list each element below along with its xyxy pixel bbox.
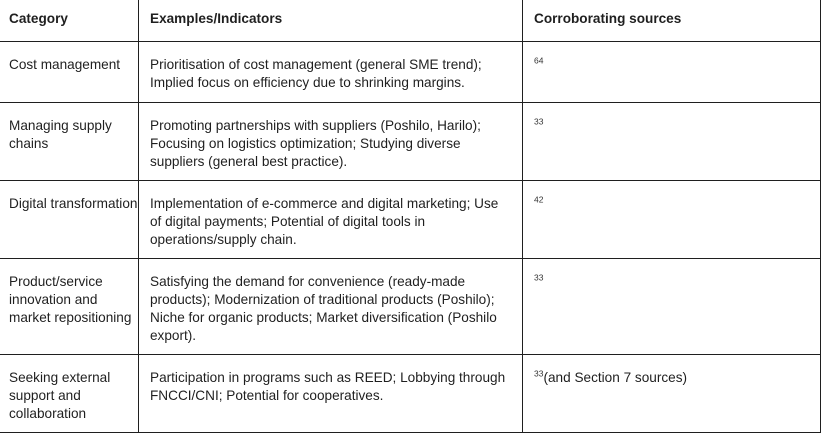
table-body	[0, 42, 821, 433]
category-cell: Digital transformation	[0, 181, 139, 259]
table-row	[0, 181, 821, 259]
sources-extra: (and Section 7 sources)	[543, 370, 688, 385]
examples-cell: Implementation of e-commerce and digital marketing; Use of digital payments; Potential of digital tools in operations/supply chain.	[139, 181, 523, 259]
sources-cell	[523, 355, 821, 433]
table-header	[0, 0, 821, 42]
reference-number: 42	[534, 194, 544, 205]
category-cell: Managing supply chains	[0, 103, 139, 181]
sources-cell	[523, 42, 821, 103]
sources-cell	[523, 181, 821, 259]
examples-cell: Participation in programs such as REED; Lobbying through FNCCI/CNI; Potential for cooperatives.	[139, 355, 523, 433]
header-row	[0, 0, 821, 42]
examples-cell: Promoting partnerships with suppliers (Poshilo, Harilo); Focusing on logistics optimization; Studying diverse suppliers (general best practice).	[139, 103, 523, 181]
sources-cell	[523, 259, 821, 355]
reference-number: 33	[534, 116, 544, 127]
sources-cell	[523, 103, 821, 181]
table-row	[0, 355, 821, 433]
reference-number: 64	[534, 55, 544, 66]
category-cell: Cost management	[0, 42, 139, 103]
table-row	[0, 103, 821, 181]
reference-number: 33	[534, 368, 544, 379]
examples-cell: Satisfying the demand for convenience (ready-made products); Modernization of traditional products (Poshilo); Niche for organic products; Market diversification (Poshilo export).	[139, 259, 523, 355]
examples-cell: Prioritisation of cost management (general SME trend); Implied focus on efficiency due to shrinking margins.	[139, 42, 523, 103]
header-examples: Examples/Indicators	[139, 0, 523, 42]
reference-number: 33	[534, 272, 544, 283]
header-category: Category	[0, 0, 139, 42]
header-sources: Corroborating sources	[523, 0, 821, 42]
table-row	[0, 42, 821, 103]
category-cell: Seeking external support and collaboration	[0, 355, 139, 433]
table-row	[0, 259, 821, 355]
category-cell: Product/service innovation and market repositioning	[0, 259, 139, 355]
